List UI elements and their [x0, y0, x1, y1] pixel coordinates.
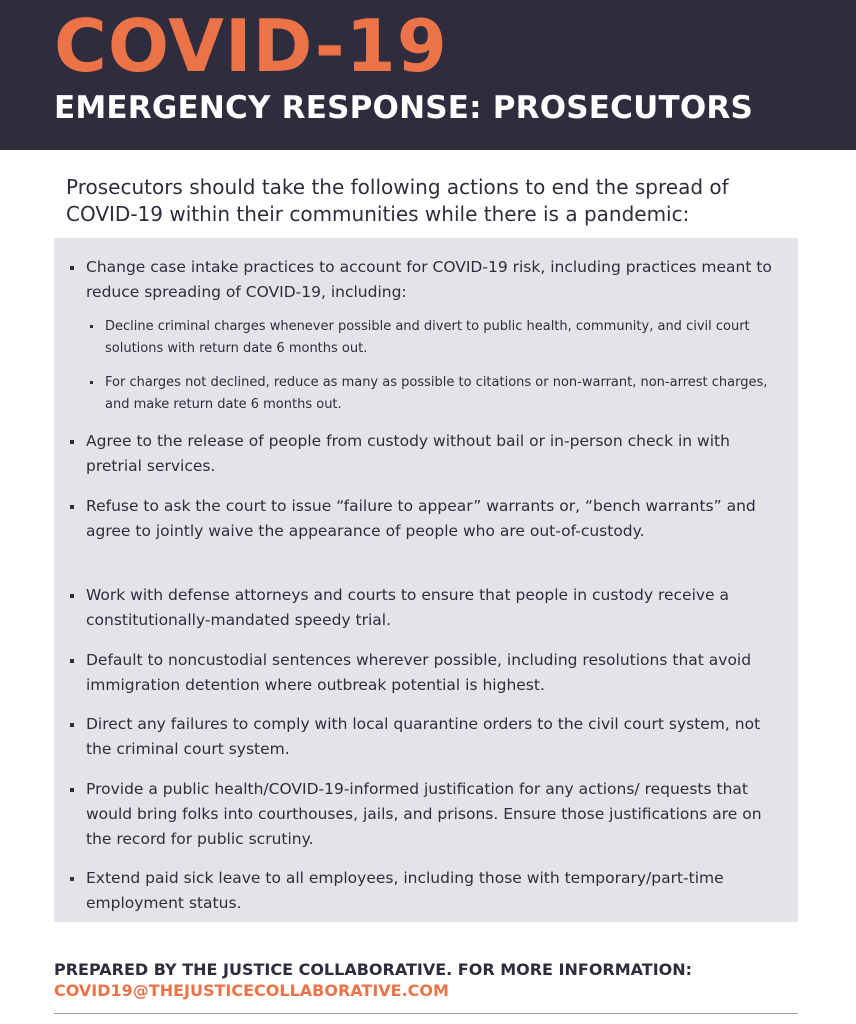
bullet-icon: [70, 788, 74, 792]
action-item-2: [86, 429, 786, 479]
bullet-icon: [90, 325, 93, 328]
page-title: COVID-19: [54, 4, 448, 88]
bullet-icon: [70, 659, 74, 663]
bullet-icon: [70, 440, 74, 444]
bullet-icon: [70, 723, 74, 727]
action-item-text: Change case intake practices to account for COVID-19 risk, including practices meant to reduce spreading of COVID-19, including:: [86, 258, 772, 301]
action-subitem-text: Decline criminal charges whenever possible and divert to public health, community, and civil court solutions with return date 6 months out.: [105, 319, 750, 356]
footer-divider: [54, 1013, 798, 1014]
bullet-icon: [70, 266, 74, 270]
action-item-text: Work with defense attorneys and courts to ensure that people in custody receive a constitutionally-mandated speedy trial.: [86, 586, 730, 629]
action-item-text: Default to noncustodial sentences wherever possible, including resolutions that avoid immigration detention where outbreak potential is highest.: [86, 651, 752, 694]
action-item-text: Provide a public health/COVID-19-informed justification for any actions/ requests that would bring folks into courthouses, jails, and prisons. Ensure those justifications are on the record for public scrutiny.: [86, 780, 762, 848]
action-item-3: [86, 494, 786, 544]
action-item-4: [86, 583, 786, 633]
header-banner: [0, 0, 856, 150]
action-item-1: [86, 255, 786, 305]
action-subitem-2: [105, 372, 785, 416]
bullet-icon: [70, 877, 74, 881]
action-item-5: [86, 648, 786, 698]
action-item-text: Agree to the release of people from custody without bail or in-person check in with pretrial services.: [86, 432, 730, 475]
prepared-by-text: PREPARED BY THE JUSTICE COLLABORATIVE. FOR MORE INFORMATION:: [54, 960, 693, 979]
actions-panel: [54, 238, 798, 922]
action-item-8: [86, 866, 786, 916]
page-subtitle: EMERGENCY RESPONSE: PROSECUTORS: [54, 90, 753, 126]
action-item-6: [86, 712, 786, 762]
bullet-icon: [70, 594, 74, 598]
contact-email: COVID19@THEJUSTICECOLLABORATIVE.COM: [54, 981, 449, 1000]
action-item-text: Extend paid sick leave to all employees, including those with temporary/part-time employment status.: [86, 869, 724, 912]
action-item-text: Direct any failures to comply with local quarantine orders to the civil court system, not the criminal court system.: [86, 715, 761, 758]
action-item-text: Refuse to ask the court to issue “failure to appear” warrants or, “bench warrants” and agree to jointly waive the appearance of people who are out-of-custody.: [86, 497, 756, 540]
bullet-icon: [70, 505, 74, 509]
bullet-icon: [90, 381, 93, 384]
action-item-7: [86, 777, 786, 852]
action-subitem-1: [105, 316, 785, 360]
intro-paragraph: Prosecutors should take the following actions to end the spread of COVID-19 within their communities while there is a pandemic:: [66, 175, 729, 226]
action-subitem-text: For charges not declined, reduce as many as possible to citations or non-warrant, non-arrest charges, and make return date 6 months out.: [105, 375, 768, 412]
